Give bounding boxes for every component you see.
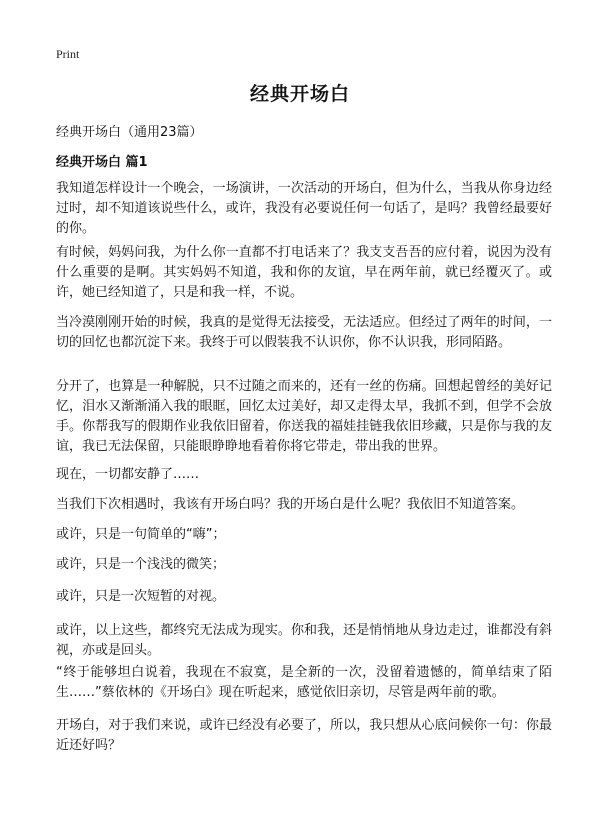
paragraph: 我知道怎样设计一个晚会，一场演讲，一次活动的开场白，但为什么，当我从你身边经过时，却不知道该说些什么，或许，我没有必要说任何一句话了，是吗？我曾经最要好的你。 — [56, 181, 552, 236]
paragraph: 当冷漠刚刚开始的时候，我真的是觉得无法接受，无法适应。但经过了两年的时间，一切的回忆也都沉淀下来。我终于可以假装我不认识你，你不认识我，形同陌路。 — [56, 315, 552, 350]
paragraph: 当我们下次相遇时，我该有开场白吗？我的开场白是什么呢？我依旧不知道答案。 — [56, 497, 525, 512]
paragraph: 分开了，也算是一种解脱，只不过随之而来的，还有一丝的伤痛。回想起曾经的美好记忆，泪水又渐渐涌入我的眼眶，回忆太过美好，却又走得太早，我抓不到，但学不会放手。你帮我写的假期作业我依旧留着，你送我的福娃挂链我依旧珍藏，只是你与我的友谊，我已无法保留，只能眼睁睁地看着你将它带走，带出我的世界。 — [56, 379, 552, 454]
paragraph: 或许，只是一个浅浅的微笑； — [56, 557, 226, 572]
paragraph: 有时候，妈妈问我，为什么你一直都不打电话来了？我支支吾吾的应付着，说因为没有什么重要的是啊。其实妈妈不知道，我和你的友谊，早在两年前，就已经覆灭了。或许，她已经知道了，只是和我一样，不说。 — [56, 245, 552, 300]
document-subtitle: 经典开场白（通用23篇） — [56, 125, 203, 140]
page-title: 经典开场白 — [249, 83, 350, 105]
print-label: Print — [56, 47, 80, 61]
paragraph: “终于能够坦白说着，我现在不寂寞，是全新的一次，没留着遗憾的，简单结束了陌生……”蔡依林的《开场白》现在听起来，感觉依旧亲切，尽管是两年前的歌。 — [56, 665, 552, 700]
paragraph: 开场白，对于我们来说，或许已经没有必要了，所以，我只想从心底问候你一句：你最近还好吗？ — [56, 718, 552, 753]
paragraph: 或许，只是一句简单的“嗨”； — [56, 527, 226, 542]
paragraph: 或许，只是一次短暂的对视。 — [56, 589, 226, 604]
section-heading: 经典开场白 篇1 — [56, 155, 148, 170]
paragraph: 现在，一切都安静了…… — [56, 467, 200, 482]
paragraph: 或许，以上这些，都终究无法成为现实。你和我，还是悄悄地从身边走过，谁都没有斜视，亦或是回头。 — [56, 623, 552, 658]
